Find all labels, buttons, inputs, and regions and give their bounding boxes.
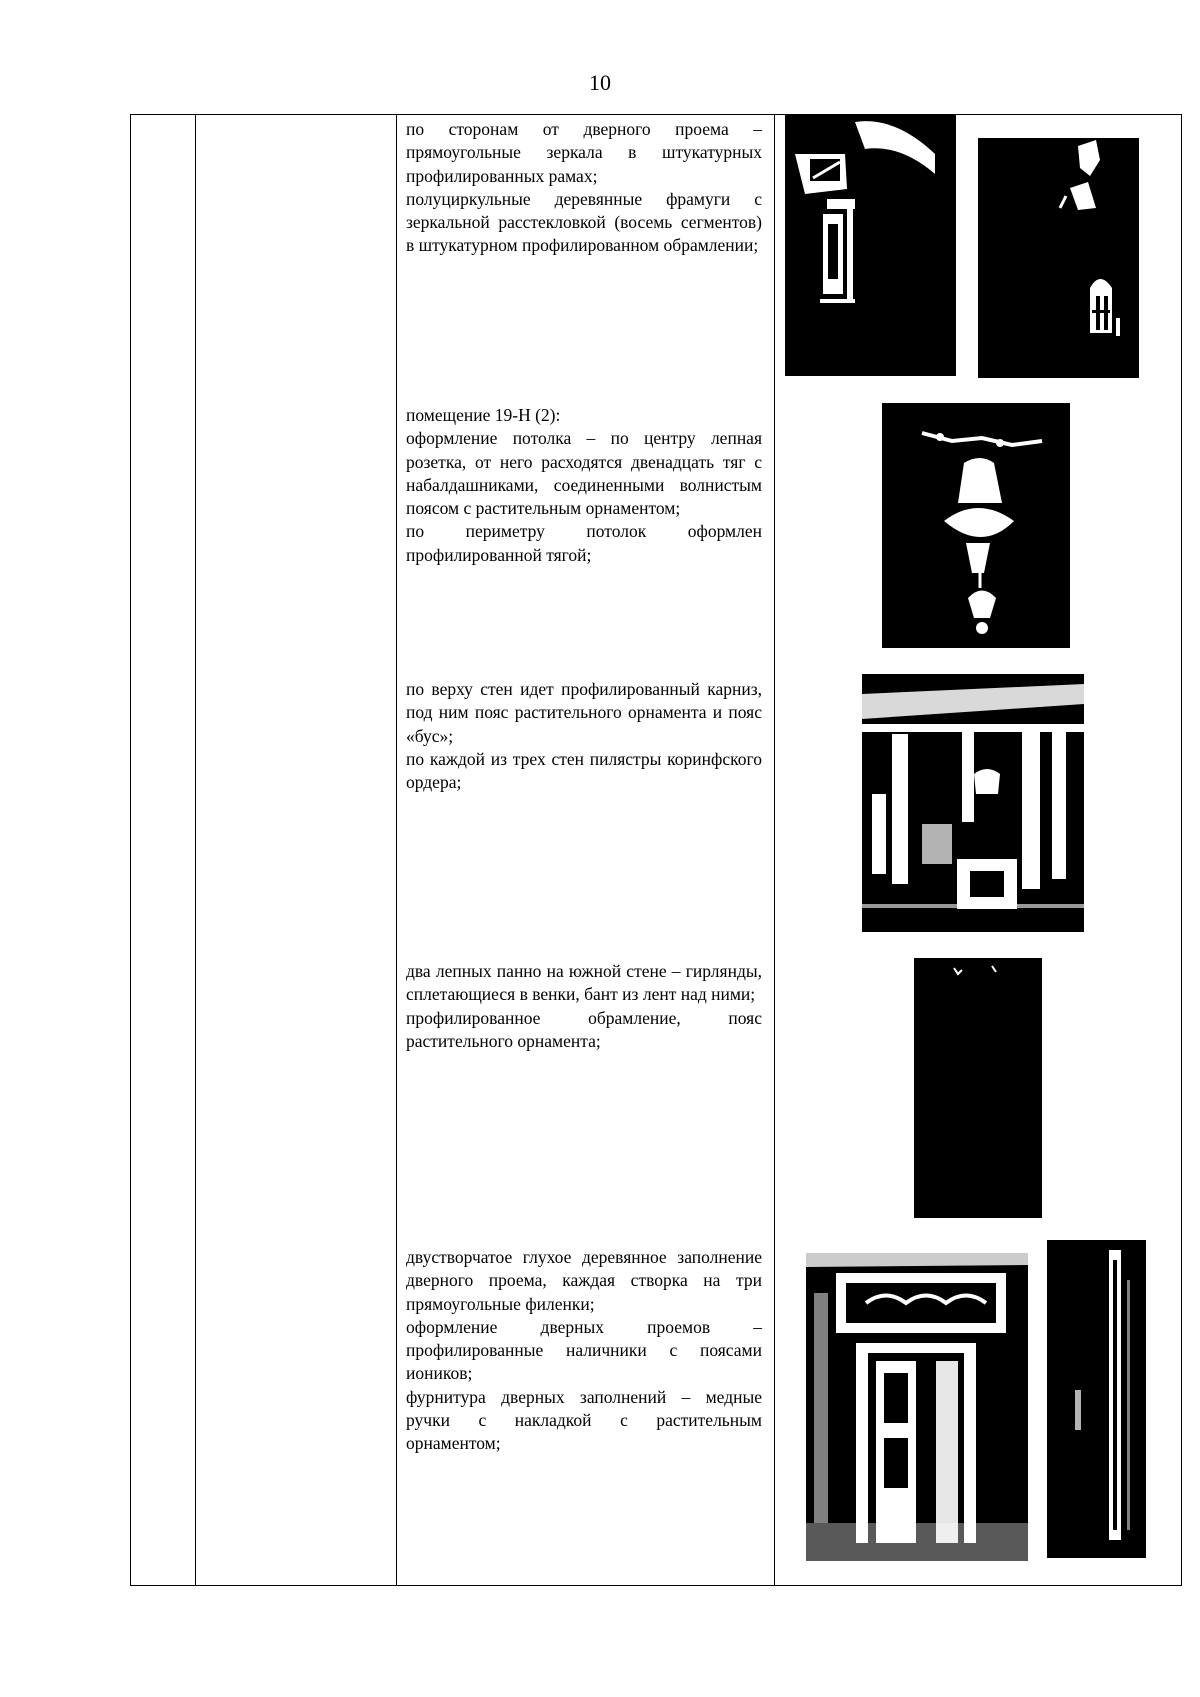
description-paragraph: по периметру потолок оформлен профилированной тягой; bbox=[406, 521, 762, 565]
description-block-doors bbox=[406, 1246, 762, 1456]
table-column-divider bbox=[195, 114, 196, 1586]
description-paragraph: оформление потолка – по центру лепная розетка, от него расходятся двенадцать тяг с набалдашниками, соединенными волнистым поясом с растительным орнаментом; bbox=[406, 428, 762, 519]
table-column-divider bbox=[774, 114, 775, 1586]
photo-corinthian-pilasters bbox=[862, 674, 1084, 932]
description-paragraph: двустворчатое глухое деревянное заполнение дверного проема, каждая створка на три прямоугольные филенки; bbox=[406, 1247, 762, 1314]
description-block-cornice-pilasters bbox=[406, 678, 762, 794]
description-paragraph: по каждой из трех стен пилястры коринфского ордера; bbox=[406, 748, 762, 793]
photo-door-handle bbox=[1047, 1240, 1146, 1558]
description-paragraph: помещение 19-Н (2): bbox=[406, 405, 561, 425]
description-paragraph: по верху стен идет профилированный карниз, под ним пояс растительного орнамента и пояс «бус»; bbox=[406, 679, 762, 746]
description-paragraph: оформление дверных проемов – профилированные наличники с поясами иоников; bbox=[406, 1316, 762, 1384]
photo-mirror-frame bbox=[785, 114, 956, 376]
table-column-divider bbox=[396, 114, 397, 1586]
description-block-stucco-panels bbox=[406, 960, 762, 1053]
photo-double-door bbox=[806, 1253, 1028, 1561]
photo-stucco-panel bbox=[914, 958, 1042, 1218]
page-number: 10 bbox=[589, 70, 611, 95]
description-paragraph: фурнитура дверных заполнений – медные ручки с накладкой с растительным орнаментом; bbox=[406, 1386, 762, 1454]
description-paragraph: два лепных панно на южной стене – гирлянды, сплетающиеся в венки, бант из лент над ними; bbox=[406, 961, 762, 1005]
description-paragraph: полуциркульные деревянные фрамуги с зеркальной расстекловкой (восемь сегментов) в штукатурном профилированном обрамлении; bbox=[406, 188, 762, 256]
description-paragraph: по сторонам от дверного проема – прямоугольные зеркала в штукатурных профилированных рамах; bbox=[406, 119, 762, 186]
description-paragraph: профилированное обрамление, пояс растительного орнамента; bbox=[406, 1007, 762, 1051]
photo-ceiling-chandelier bbox=[882, 403, 1070, 648]
description-block-ceiling bbox=[406, 404, 762, 567]
photo-transom-window bbox=[978, 138, 1139, 378]
description-block-mirrors-transoms bbox=[406, 118, 762, 258]
